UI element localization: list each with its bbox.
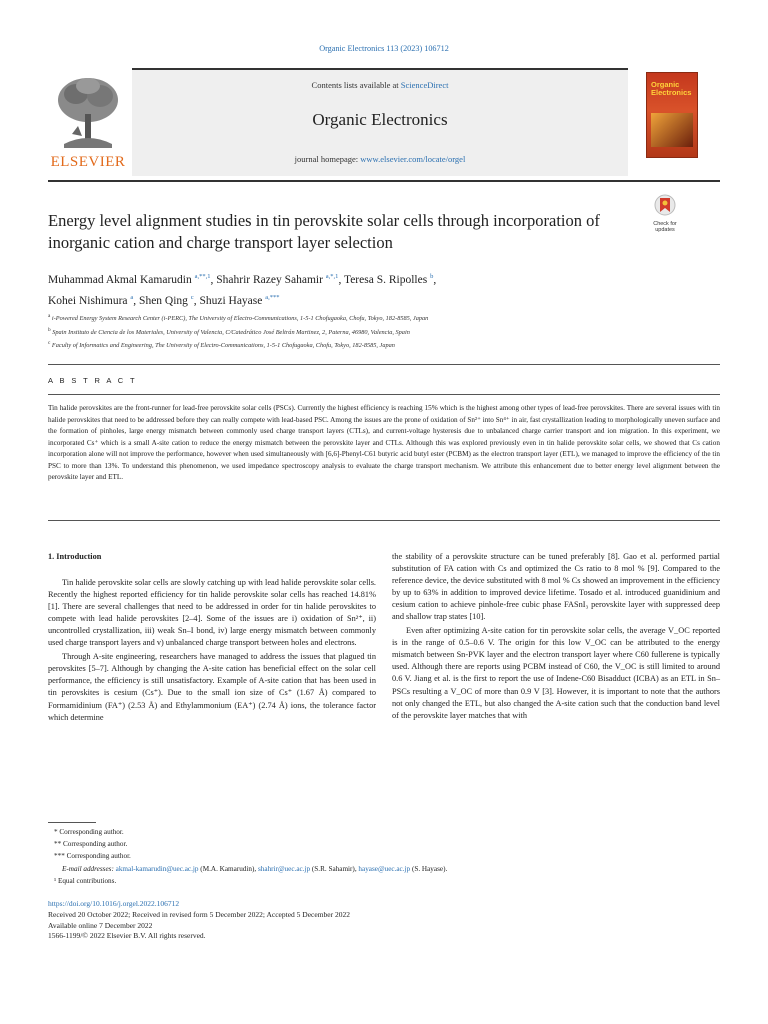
paragraph: the stability of a perovskite structure can be tuned preferably [8]. Gao et al. performed partial substitution of FA cation with Cs and optimized the Cs ratio to 8 mol % [9]. Compared to the reference device, the device substituted with 8 mol % Cs showed an improvement in the efficiency by up to 63% in addition to improved device lifetime. Tosado et al. introduced guanidinium and cesium cation to achieve pinhole-free cubic phase FASnI₃ perovskite layer with suppressed deep and shallow trap states [10].	[392, 552, 720, 622]
publisher-name: ELSEVIER	[50, 154, 126, 170]
author-list: Muhammad Akmal Kamarudin $^{a,**,1}$, Shahrir Razey Sahamir $^{a,*,1}$, Teresa S. Ripolles $^b$, Kohei Nishimura $^a$, Shen Qing $^c$, Shuzi Hayase $^{a,***}$	[48, 273, 437, 307]
body-column-right	[392, 551, 720, 724]
online-date: Available online 7 December 2022	[48, 920, 153, 930]
article-title: Energy level alignment studies in tin perovskite solar cells through incorporation of inorganic cation and charge transport layer selection	[48, 211, 600, 252]
author-affil-mark[interactable]: b	[430, 273, 434, 280]
body-column-left	[48, 551, 376, 726]
author[interactable]: Shen Qing	[139, 294, 188, 307]
tree-icon	[54, 74, 122, 150]
paragraph: Through A-site engineering, researchers have managed to address the issues that plagued tin perovskites [5–7]. Although by changing the A-site cation has beneficial effect on the solar cell performance, the efficiency is still unsatisfactory. Example of A-site cation that has been used in tin perovskites is cesium (Cs⁺). Due to the small ion size of Cs⁺ (1.67 Å) compared to Formamidinium (FA⁺) (2.53 Å) and Ethylammonium (EA⁺) (2.74 Å) ions, the tolerance factor which determine	[48, 652, 376, 722]
publication-info	[48, 899, 720, 942]
journal-reference[interactable]: Organic Electronics 113 (2023) 106712	[319, 44, 449, 53]
journal-title[interactable]: Organic Electronics	[312, 110, 448, 129]
journal-header	[48, 68, 720, 180]
badge-label: Check for updates	[653, 221, 677, 233]
affiliation-divider	[48, 364, 720, 365]
received-dates: Received 20 October 2022; Received in revised form 5 December 2022; Accepted 5 December 2022	[48, 909, 350, 919]
author[interactable]: Teresa S. Ripolles	[343, 273, 428, 286]
footnotes	[48, 826, 720, 887]
affiliations	[48, 311, 668, 352]
author[interactable]: Shahrir Razey Sahamir	[216, 273, 323, 286]
copyright: 1566-1199/© 2022 Elsevier B.V. All rights reserved.	[48, 931, 206, 941]
author-affil-mark[interactable]: a,*,1	[325, 273, 339, 280]
affiliation: $^c$ Faculty of Informatics and Engineering, The University of Electro-Communications, 1-5-1 Chofugaoka, Chofu, Tokyo, 182-8585, Japan	[48, 340, 395, 350]
author[interactable]: Kohei Nishimura	[48, 294, 128, 307]
footnote: *** Corresponding author.	[54, 852, 131, 861]
author-affil-mark[interactable]: a,**,1	[194, 273, 211, 280]
abstract-divider-top	[48, 394, 720, 395]
author[interactable]: Shuzi Hayase	[199, 294, 263, 307]
homepage-prefix: journal homepage:	[294, 154, 361, 164]
elsevier-logo[interactable]	[48, 74, 128, 174]
abstract-divider-bottom	[48, 520, 720, 521]
footnote: ** Corresponding author.	[54, 840, 128, 849]
abstract-text: Tin halide perovskites are the front-runner for lead-free perovskite solar cells (PSCs). Currently the highest efficiency is reaching 15% which is the highest among other types of lead-free perovskites. There are several issues with tin halide perovskites that need to be addressed before they can really compete with lead-based PSC. Among the issues are the prone of oxidation of Sn²⁺ into Sn⁴⁺ in air, fast crystallization leading to morphologically uneven surface and the formation of pinholes, large energy mismatch between commonly used charge transport layers (CTLs), and current-voltage hysteresis due to unbalanced charge carrier transport and ion migration. In this experiment, we incorporated Cs⁺ which is a small A-site cation to reduce the energy mismatch between the perovskite layer and CTLs. Although this was explored previously even in tin halide perovskite solar cells, we showed that Cs cation incorporation alone will not improve the performance, however when used simultaneously with [6,6]-Phenyl-C61 butyric acid butyl ester (PCBM) as the electron transport layer (ETL), we managed to improve the efficiency of the tin PSC to more than 13%. To understand this phenomenon, we used impedance spectroscopy analysis to evaluate the charge transport mechanism. We attribute this enhancement due to better energy level alignment between the perovskite layer and ETL.	[48, 404, 720, 482]
section-heading: 1. Introduction	[48, 552, 102, 561]
header-divider	[48, 180, 720, 182]
author-affil-mark[interactable]: a,***	[265, 293, 280, 301]
cover-artwork	[651, 113, 693, 147]
affiliation: $^b$ Spain Instituto de Ciencia de los Materiales, University of Valencia, C/Catedrático José Beltrán Martinez, 2, Paterna, 46980, Valencia, Spain	[48, 326, 410, 336]
sciencedirect-link[interactable]: ScienceDirect	[400, 80, 449, 90]
doi-link[interactable]: https://doi.org/10.1016/j.orgel.2022.106712	[48, 899, 180, 908]
footnote-divider	[48, 822, 96, 823]
author-affil-mark[interactable]: a	[130, 293, 134, 301]
footnote: ¹ Equal contributions.	[54, 876, 117, 885]
abstract-heading: A B S T R A C T	[48, 376, 137, 385]
affiliation: $^a$ i-Powered Energy System Research Center (i-PERC), The University of Electro-Communications, 1-5-1 Chofugaoka, Chofu, Tokyo, 182-8585, Japan	[48, 313, 429, 323]
footnote: * Corresponding author.	[54, 828, 124, 836]
homepage-link[interactable]: www.elsevier.com/locate/orgel	[360, 154, 466, 164]
check-updates-icon	[654, 194, 676, 216]
contents-line	[132, 80, 628, 90]
email-footnote: E-mail addresses: akmal-kamarudin@uec.ac.jp (M.A. Kamarudin), shahrir@uec.ac.jp (S.R. Sahamir), hayase@uec.ac.jp (S. Hayase).	[62, 864, 448, 873]
author-affil-mark[interactable]: c	[190, 293, 194, 301]
paragraph: Even after optimizing A-site cation for tin perovskite solar cells, the average V_OC reported is in the range of 0.5–0.6 V. The origin for this low V_OC can be attributed to the energy mismatch between Sn-PVK layer and the electron transport layer where C60 fullerene is typically used. Although there are reports using PCBM instead of C60, the V_OC is still limited to around 0.6 V. Jiang et al. is the first to report the use of Indene-C60 Bisadduct (ICBA) as an ETL in Sn–PSCs resulting a V_OC of more than 0.9 V [3]. However, it is important to note that the authors not only changed the ETL, but also changed the A-site cation such that the conduction band level of the perovskite layer matches that with	[392, 626, 720, 720]
header-band	[132, 68, 628, 176]
check-for-updates-badge[interactable]	[648, 194, 682, 234]
contents-prefix: Contents lists available at	[311, 80, 401, 90]
paragraph: Tin halide perovskite solar cells are slowly catching up with lead halide perovskite solar cells. Recently the highest reported efficiency for tin halide perovskite solar cells has reached 14.81% [1]. There are several challenges that need to be addressed in order for tin halide perovskites to compete with lead halide perovskites [2–4]. Some of the issues are i) oxidation of Sn²⁺, ii) uncontrolled crystallization, iii) weak Sn–I bond, iv) large energy mismatch between commonly used charge transport layers and v) unbalanced charge transport between holes and electrons.	[48, 578, 376, 648]
email-link[interactable]: akmal-kamarudin@uec.ac.jp	[115, 864, 199, 873]
journal-cover-image[interactable]	[646, 72, 698, 158]
homepage-line	[132, 154, 628, 164]
email-link[interactable]: hayase@uec.ac.jp	[358, 864, 411, 873]
cover-title: Organic Electronics	[651, 80, 692, 97]
email-link[interactable]: shahrir@uec.ac.jp	[257, 864, 311, 873]
author[interactable]: Muhammad Akmal Kamarudin	[48, 273, 192, 286]
